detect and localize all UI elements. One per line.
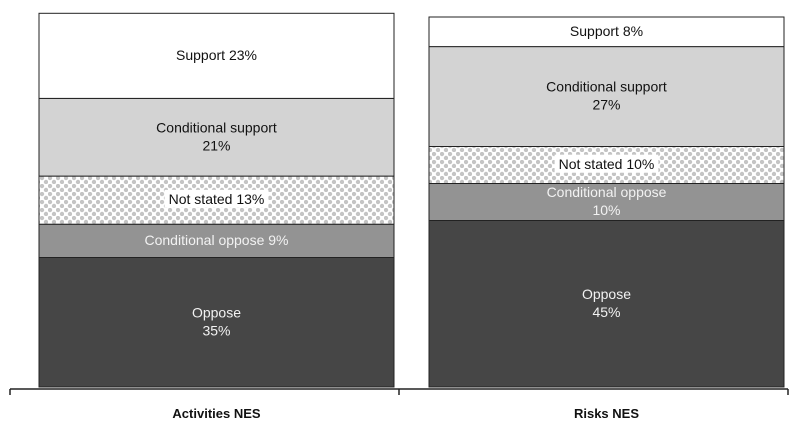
x-axis [10, 389, 788, 421]
data-label-activities-nes-not-stated: Not stated 13% [168, 190, 265, 207]
data-label-risks-nes-support: Support 8% [569, 22, 644, 39]
data-label-activities-nes-oppose: Oppose 35% [191, 303, 242, 338]
data-label-activities-nes-support: Support 23% [176, 46, 257, 63]
data-label-activities-nes-conditional-support: Conditional support 21% [156, 118, 277, 153]
data-label-activities-nes-conditional-oppose: Conditional oppose 9% [144, 231, 289, 248]
category-label-risks-nes: Risks NES [573, 406, 640, 421]
data-label-risks-nes-conditional-support: Conditional support 27% [546, 78, 667, 113]
data-label-risks-nes-conditional-oppose: Conditional oppose 10% [546, 183, 667, 218]
data-label-risks-nes-not-stated: Not stated 10% [558, 155, 655, 172]
bars-layer [39, 13, 784, 387]
data-label-risks-nes-oppose: Oppose 45% [581, 285, 632, 320]
category-label-activities-nes: Activities NES [172, 406, 261, 421]
